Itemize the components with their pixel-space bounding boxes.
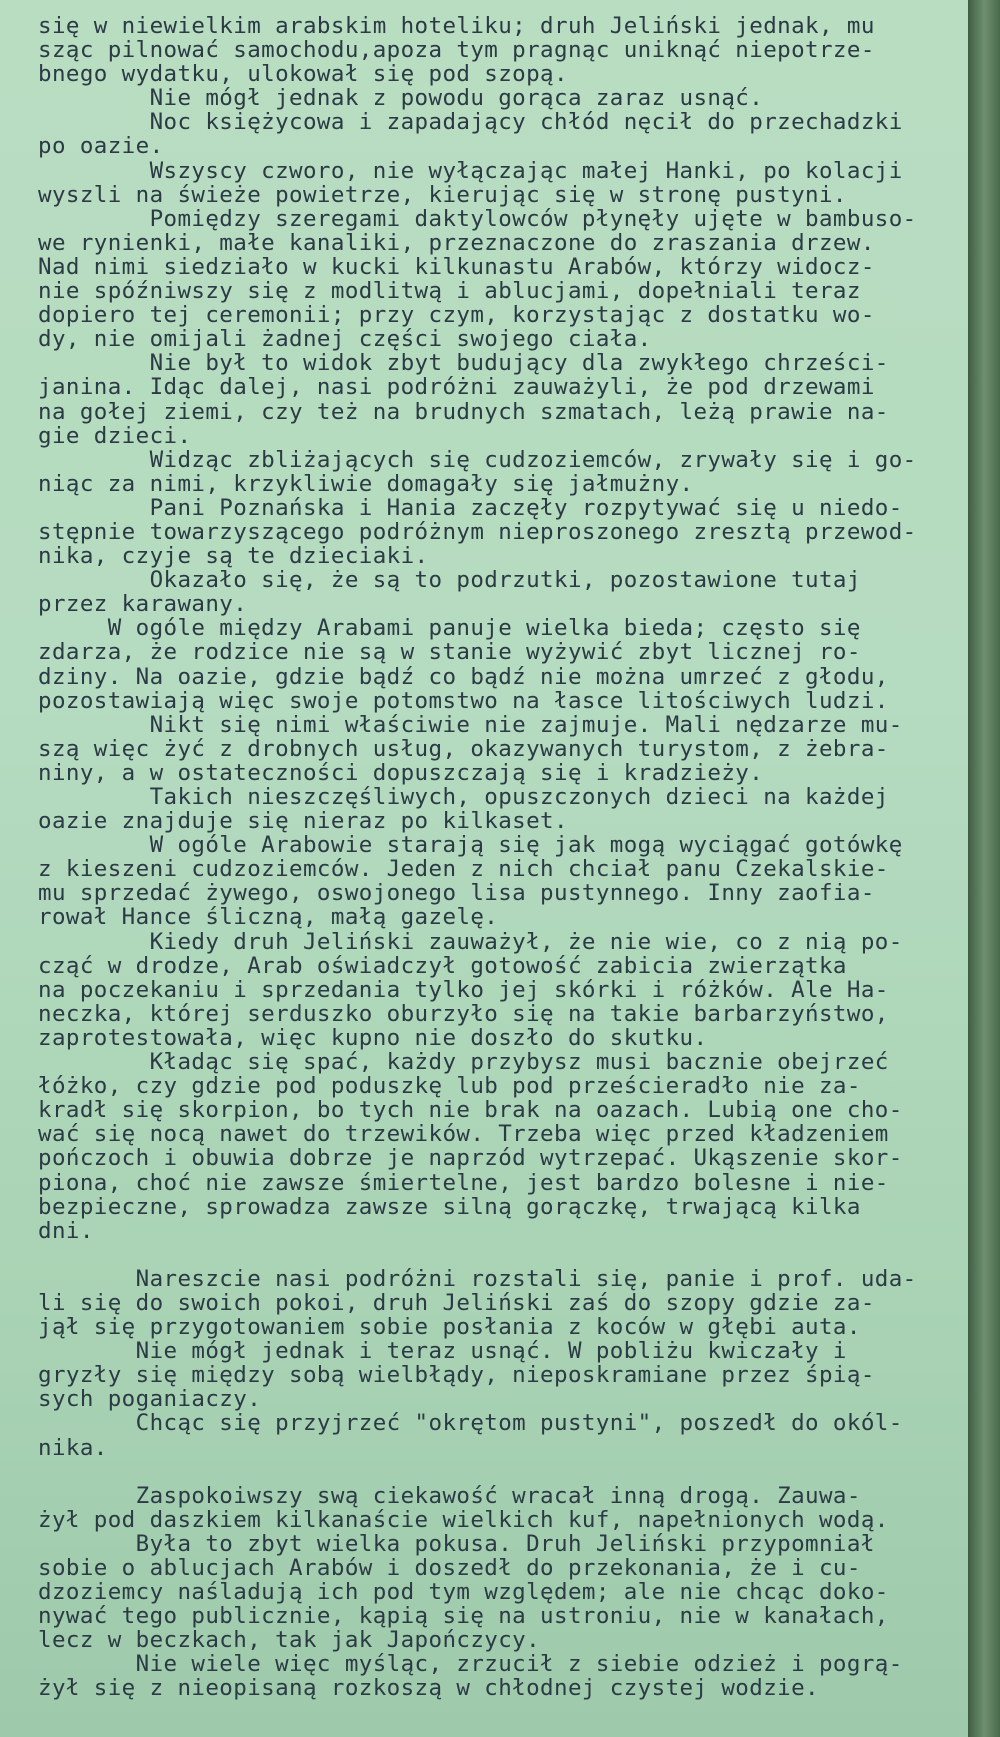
text-line: niąc za nimi, krzykliwie domagały się jałmużny. [38,470,694,497]
text-line: na poczekaniu i sprzedania tylko jej skórki i różków. Ale Ha- [38,976,889,1003]
text-line: rował Hance śliczną, małą gazelę. [38,904,499,931]
text-line: Noc księżycowa i zapadający chłód nęcił do przechadzki [38,109,903,136]
text-line: Zaspokoiwszy swą ciekawość wracał inną drogą. Zauwa- [38,1482,861,1509]
text-line: Nad nimi siedziało w kucki kilkunastu Arabów, którzy widocz- [38,253,875,280]
text-line: neczka, której serduszko oburzyło się na takie barbarzyństwo, [38,1000,889,1027]
text-line: zaprotestowała, więc kupno nie doszło do skutku. [38,1024,708,1051]
text-line: Chcąc się przyjrzeć "okrętom pustyni", poszedł do okól- [38,1410,903,1437]
text-line: szą więc żyć z drobnych usług, okazywanych turystom, z żebra- [38,735,889,762]
text-line [38,1243,958,1267]
text-line: piona, choć nie zawsze śmiertelne, jest bardzo bolesne i nie- [38,1169,889,1196]
text-line: Widząc zbliżających się cudzoziemców, zrywały się i go- [38,446,917,473]
typewritten-text [38,14,958,1701]
text-line: W ogóle między Arabami panuje wielka bieda; często się [38,615,861,642]
text-line: gryzły się między sobą wielbłądy, nieposkramiane przez śpią- [38,1362,875,1389]
text-line: Kiedy druh Jeliński zauważył, że nie wie, co z nią po- [38,928,903,955]
text-line: Nie wiele więc myśląc, zrzucił z siebie odzież i pogrą- [38,1651,903,1678]
text-line: dopiero tej ceremonii; przy czym, korzystając z dostatku wo- [38,302,875,329]
text-line: Nie był to widok zbyt budujący dla zwykłego chrześci- [38,350,889,377]
text-line: oazie znajduje się nieraz po kilkaset. [38,808,568,835]
text-line: sych poganiaczy. [38,1386,262,1413]
text-line: żył się z nieopisaną rozkoszą w chłodnej czystej wodzie. [38,1675,819,1702]
text-line: łóżko, czy gdzie pod poduszkę lub pod prześcieradło nie za- [38,1073,861,1100]
text-line [38,1460,958,1484]
text-line: Była to zbyt wielka pokusa. Druh Jeliński przypomniał [38,1530,875,1557]
text-line: cząć w drodze, Arab oświadczył gotowość zabicia zwierzątka [38,952,847,979]
page-edge-shadow [968,0,1000,1737]
text-line: po oazie. [38,133,164,160]
text-line: wać się nocą nawet do trzewików. Trzeba więc przed kładzeniem [38,1121,889,1148]
text-line: nika. [38,1434,108,1461]
text-line: sobie o ablucjach Arabów i doszedł do przekonania, że i cu- [38,1555,861,1581]
text-line: kradł się skorpion, bo tych nie brak na oazach. Lubią one cho- [38,1097,903,1124]
text-line: Wszyscy czworo, nie wyłączając małej Hanki, po kolacji [38,157,903,184]
text-line: pończoch i obuwia dobrze je naprzód wytrzepać. Ukąszenie skor- [38,1145,903,1172]
text-line: dni. [38,1217,94,1244]
text-line: Nie mógł jednak i teraz usnąć. W pobliżu kwiczały i [38,1338,847,1365]
text-line: lecz w beczkach, tak jak Japończycy. [38,1627,541,1654]
text-line: z kieszeni cudzoziemców. Jeden z nich chciał panu Czekalskie- [38,856,889,883]
text-line: zdarza, że rodzice nie są w stanie wyżywić zbyt licznej ro- [38,639,861,666]
text-line: wyszli na świeże powietrze, kierując się w stronę pustyni. [38,181,847,208]
text-line: Nikt się nimi właściwie nie zajmuje. Mali nędzarze mu- [38,711,903,738]
text-line: Nie mógł jednak z powodu gorąca zaraz usnąć. [38,85,764,112]
text-line: Kładąc się spać, każdy przybysz musi bacznie obejrzeć [38,1049,889,1076]
text-line: Okazało się, że są to podrzutki, pozostawione tutaj [38,567,861,594]
text-line: W ogóle Arabowie starają się jak mogą wyciągać gotówkę [38,832,903,859]
text-line: janina. Idąc dalej, nasi podróżni zauważyli, że pod drzewami [38,374,875,401]
text-line: nywać tego publicznie, kąpią się na ustroniu, nie w kanałach, [38,1603,889,1630]
text-line: dy, nie omijali żadnej części swojego ciała. [38,326,652,353]
text-line: pozostawiają więc swoje potomstwo na łasce litościwych ludzi. [38,687,889,714]
text-line: na gołej ziemi, czy też na brudnych szmatach, leżą prawie na- [38,398,889,425]
text-line: dziny. Na oazie, gdzie bądź co bądź nie można umrzeć z głodu, [38,663,889,690]
text-line: we rynienki, małe kanaliki, przeznaczone do zraszania drzew. [38,229,875,256]
text-line: Pomiędzy szeregami daktylowców płynęły ujęte w bambuso- [38,205,917,232]
text-line: Takich nieszczęśliwych, opuszczonych dzieci na każdej [38,784,889,810]
text-line: bezpieczne, sprowadza zawsze silną gorączkę, trwającą kilka [38,1193,861,1220]
text-line: jął się przygotowaniem sobie posłania z koców w głębi auta. [38,1314,861,1341]
text-line: niny, a w ostateczności dopuszczają się i kradzieży. [38,759,764,786]
text-line: li się do swoich pokoi, druh Jeliński zaś do szopy gdzie za- [38,1289,875,1316]
text-line: stępnie towarzyszącego podróżnym nieproszonego zresztą przewod- [38,518,917,545]
text-line: Nareszcie nasi podróżni rozstali się, panie i prof. uda- [38,1265,917,1292]
text-line: nie spóźniwszy się z modlitwą i ablucjami, dopełniali teraz [38,278,861,305]
text-line: żył pod daszkiem kilkanaście wielkich kuf, napełnionych wodą. [38,1506,889,1533]
text-line: bnego wydatku, ulokował się pod szopą. [38,61,568,88]
text-line: mu sprzedać żywego, oswojonego lisa pustynnego. Inny zaofia- [38,880,875,907]
text-line: dzoziemcy naśladują ich pod tym względem; ale nie chcąc doko- [38,1579,889,1606]
text-line: gie dzieci. [38,422,192,449]
text-line: się w niewielkim arabskim hoteliku; druh Jeliński jednak, mu [38,13,875,39]
text-line: nika, czyje są te dzieciaki. [38,543,429,570]
text-line: sząc pilnować samochodu,apoza tym pragnąc uniknąć niepotrze- [38,37,875,64]
text-line: Pani Poznańska i Hania zaczęły rozpytywać się u niedo- [38,494,903,521]
text-line: przez karawany. [38,591,248,618]
